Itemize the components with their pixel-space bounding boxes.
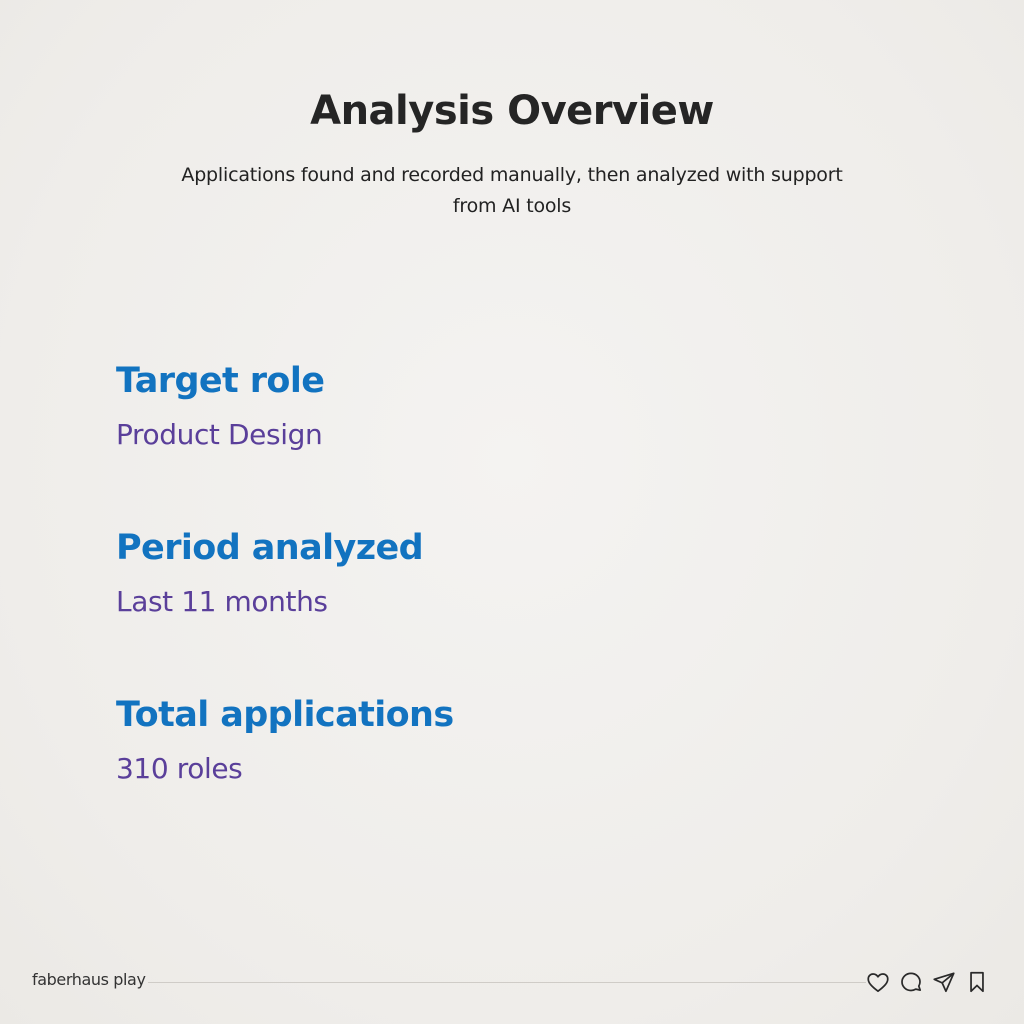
detail-value: Product Design — [116, 418, 323, 451]
heart-icon[interactable] — [865, 969, 891, 995]
detail-label: Target role — [116, 361, 325, 401]
bookmark-icon[interactable] — [964, 969, 990, 995]
detail-target-role — [116, 361, 324, 452]
detail-period-analyzed — [116, 528, 423, 619]
detail-value: Last 11 months — [116, 585, 328, 618]
page-subtitle: Applications found and recorded manually, then analyzed with support from AI tools — [181, 164, 843, 217]
comment-icon[interactable] — [898, 969, 924, 995]
action-icons — [865, 969, 990, 995]
footer — [32, 968, 990, 1002]
footer-divider — [148, 982, 866, 983]
detail-total-applications — [116, 695, 454, 786]
send-icon[interactable] — [931, 969, 957, 995]
detail-label: Total applications — [116, 695, 454, 735]
page-title: Analysis Overview — [310, 88, 714, 134]
brand-name: faberhaus play — [32, 970, 146, 989]
detail-value: 310 roles — [116, 752, 243, 785]
detail-label: Period analyzed — [116, 528, 424, 568]
